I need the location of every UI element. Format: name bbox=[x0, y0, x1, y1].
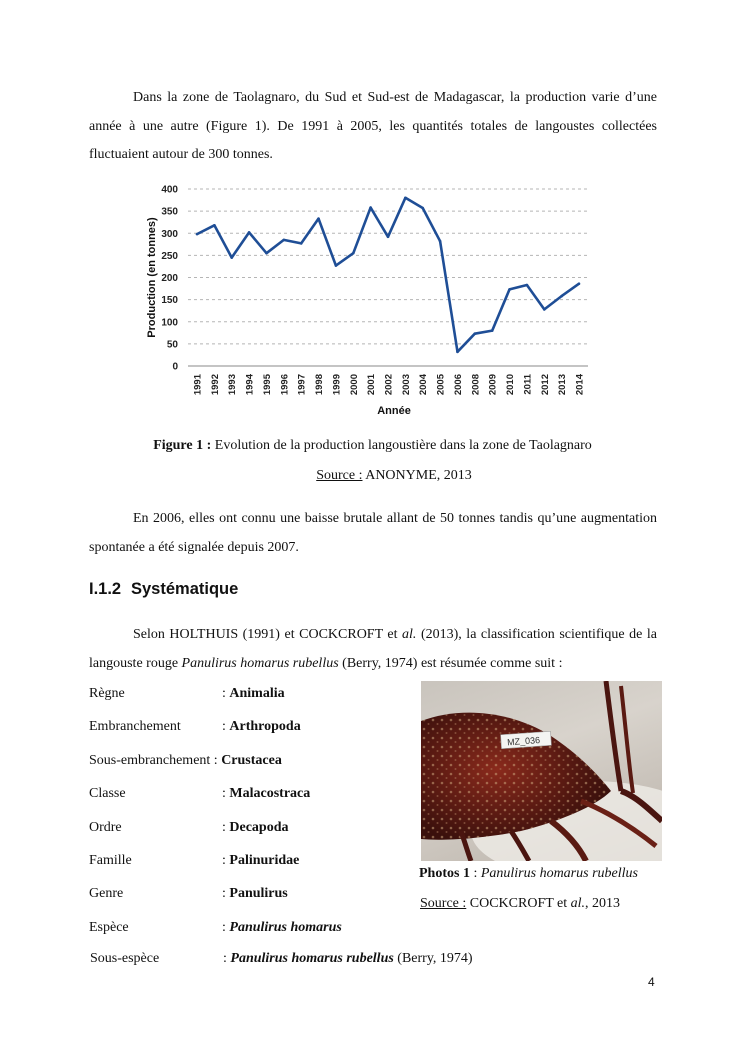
data-point bbox=[248, 231, 251, 234]
data-point bbox=[578, 282, 581, 285]
production-line-chart bbox=[138, 178, 598, 420]
lobster-photo bbox=[421, 681, 662, 861]
page-number: 4 bbox=[648, 975, 655, 989]
x-axis-title: Année bbox=[377, 405, 411, 417]
x-tick-label: 2009 bbox=[487, 374, 499, 396]
taxonomy-row-genre: Genre : Panulirus bbox=[89, 886, 288, 901]
x-tick-label: 2003 bbox=[400, 374, 412, 396]
data-point bbox=[543, 308, 546, 311]
data-point bbox=[283, 239, 286, 242]
data-point bbox=[474, 332, 477, 335]
data-point bbox=[300, 242, 303, 245]
photo-caption-label: Photos 1 bbox=[419, 866, 470, 881]
y-tick-label: 50 bbox=[166, 339, 178, 351]
x-tick-label: 2002 bbox=[383, 374, 395, 396]
taxonomy-row-espece: Espèce : Panulirus homarus bbox=[89, 920, 342, 935]
x-tick-label: 1998 bbox=[314, 374, 326, 396]
data-point bbox=[196, 233, 199, 236]
data-point bbox=[439, 240, 442, 243]
x-tick-label: 2001 bbox=[366, 374, 378, 396]
figure-source bbox=[0, 468, 745, 484]
x-tick-label: 1996 bbox=[279, 374, 291, 396]
specimen-tag-text: MZ_036 bbox=[506, 735, 541, 748]
series-line bbox=[197, 198, 579, 352]
y-tick-label: 250 bbox=[161, 250, 178, 262]
data-point bbox=[491, 329, 494, 332]
data-point bbox=[456, 351, 459, 354]
data-point bbox=[352, 252, 355, 255]
data-point bbox=[421, 207, 424, 210]
y-tick-label: 200 bbox=[161, 273, 178, 284]
x-tick-label: 2011 bbox=[522, 374, 534, 395]
intro-paragraph: Dans la zone de Taolagnaro, du Sud et Sud-est de Madagascar, la production varie d’une année à une autre (Figure 1). De 1991 à 2005, les quantités totales de langoustes collectées fluctuaient autour de 300 tonnes. bbox=[89, 90, 657, 162]
taxonomy-row-ordre: Ordre : Decapoda bbox=[89, 820, 289, 835]
data-point bbox=[560, 295, 563, 298]
x-tick-label: 2014 bbox=[574, 374, 586, 396]
x-tick-label: 1992 bbox=[209, 374, 221, 396]
lobster-illustration bbox=[421, 681, 662, 861]
data-point bbox=[508, 288, 511, 291]
figure-source-label: Source : bbox=[316, 468, 363, 483]
y-tick-label: 300 bbox=[161, 228, 178, 240]
x-tick-label: 1991 bbox=[192, 374, 204, 396]
x-tick-label: 2005 bbox=[435, 374, 447, 396]
y-tick-label: 0 bbox=[172, 361, 178, 373]
classification-paragraph: Selon HOLTHUIS (1991) et COCKCROFT et al. (2013), la classification scientifique de la langouste rouge Panulirus homarus rubellus (Berry, 1974) est résumée comme suit : bbox=[89, 627, 657, 671]
paragraph-2006: En 2006, elles ont connu une baisse brutale allant de 50 tonnes tandis qu’une augmentation spontanée a été signalée depuis 2007. bbox=[89, 511, 657, 555]
x-tick-label: 2000 bbox=[348, 374, 360, 396]
x-tick-label: 1993 bbox=[227, 374, 239, 396]
y-tick-label: 150 bbox=[161, 295, 178, 307]
photo-source: Source : COCKCROFT et al., 2013 bbox=[420, 896, 621, 911]
data-point bbox=[404, 197, 407, 200]
taxonomy-row-classe: Classe : Malacostraca bbox=[89, 786, 311, 801]
data-point bbox=[230, 256, 233, 259]
section-number: I.1.2 bbox=[89, 580, 122, 598]
figure-caption-text: Evolution de la production langoustière dans la zone de Taolagnaro bbox=[211, 438, 592, 453]
taxonomy-row-embranchement: Embranchement : Arthropoda bbox=[89, 719, 301, 734]
x-tick-label: 1995 bbox=[261, 374, 273, 396]
x-tick-label: 2008 bbox=[470, 374, 482, 396]
y-tick-label: 400 bbox=[161, 184, 178, 196]
taxonomy-row-regne: Règne : Animalia bbox=[89, 686, 285, 701]
section-title: Systématique bbox=[131, 580, 239, 598]
data-point bbox=[213, 224, 216, 227]
taxonomy-row-sous-espece: Sous-espèce : Panulirus homarus rubellus (Berry, 1974) bbox=[90, 951, 473, 966]
x-tick-label: 2010 bbox=[505, 374, 517, 396]
taxonomy-row-sous-embranchement: Sous-embranchement : Crustacea bbox=[89, 753, 282, 768]
figure-caption bbox=[0, 438, 745, 454]
data-point bbox=[335, 264, 338, 267]
x-tick-label: 2012 bbox=[539, 374, 551, 396]
x-tick-label: 1994 bbox=[244, 374, 256, 396]
taxonomy-row-famille: Famille : Palinuridae bbox=[89, 853, 300, 868]
x-tick-label: 2004 bbox=[418, 374, 430, 396]
data-point bbox=[369, 206, 372, 209]
data-point bbox=[526, 284, 529, 287]
data-point bbox=[387, 235, 390, 238]
y-axis-title: Production (en tonnes) bbox=[146, 217, 158, 338]
photo-caption: Photos 1 : Panulirus homarus rubellus bbox=[419, 866, 638, 881]
x-tick-label: 1999 bbox=[331, 374, 343, 396]
y-tick-label: 100 bbox=[161, 317, 178, 329]
x-tick-label: 2013 bbox=[557, 374, 569, 396]
x-tick-label: 2006 bbox=[452, 374, 464, 396]
section-heading bbox=[89, 580, 238, 599]
y-tick-label: 350 bbox=[161, 206, 178, 218]
figure-source-text: ANONYME, 2013 bbox=[362, 468, 472, 483]
data-point bbox=[317, 217, 320, 220]
figure-label: Figure 1 : bbox=[153, 438, 212, 453]
data-point bbox=[265, 252, 268, 255]
x-tick-label: 1997 bbox=[296, 374, 308, 396]
